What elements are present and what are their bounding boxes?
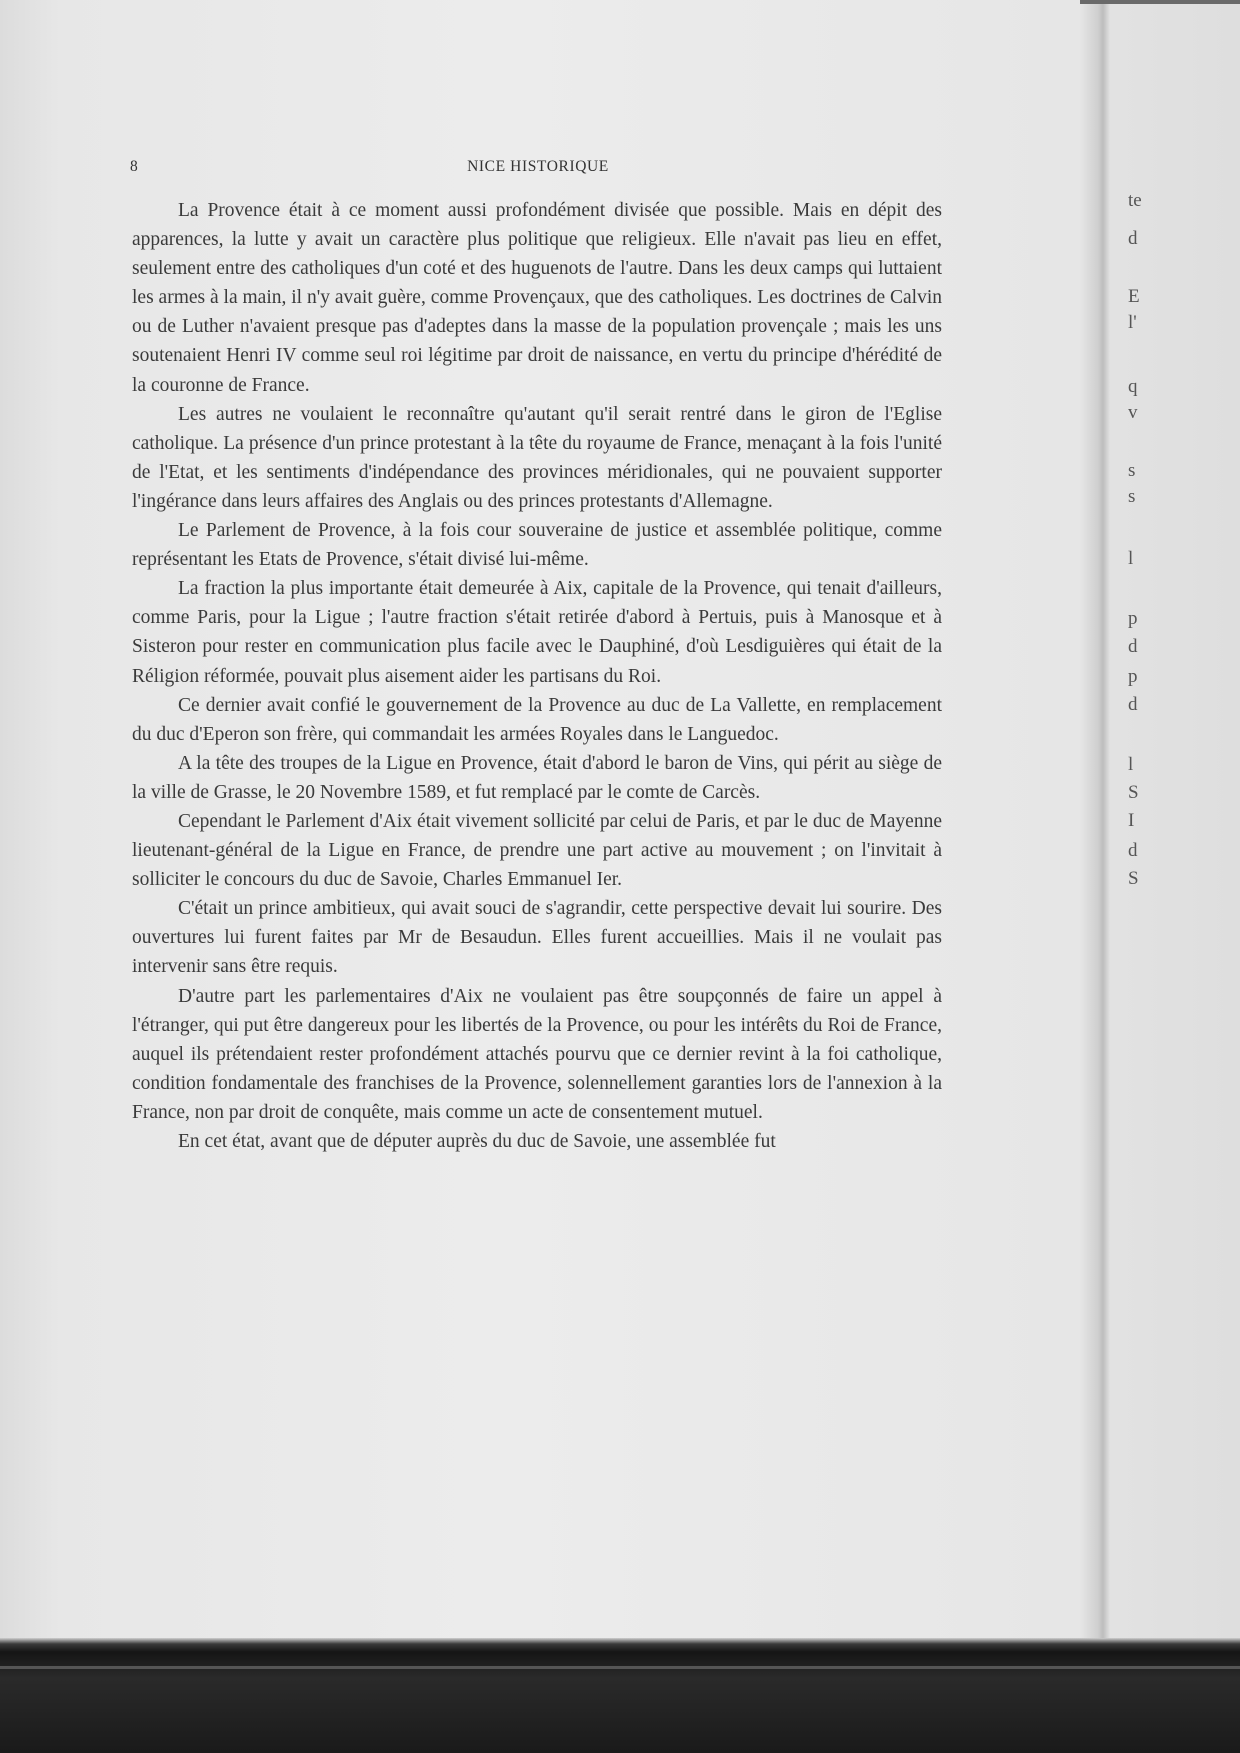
paragraph: La Provence était à ce moment aussi profondément divisée que possible. Mais en dépit des apparences, la lutte y avait un caractère plus politique que religieux. Elle n'avait pas lieu en effet, seulement entre des catholiques d'un coté et des huguenots de l'autre. Dans les deux camps qui luttaient les armes à la main, il n'y avait guère, comme Provençaux, que des catholiques. Les doctrines de Calvin ou de Luther n'avaient presque pas d'adeptes dans la masse de la population provençale ; mais les uns soutenaient Henri IV comme seul roi légitime par droit de naissance, en vertu du principe d'hérédité de la couronne de France.	[132, 200, 942, 396]
page-number: 8	[130, 158, 138, 175]
running-title: NICE HISTORIQUE	[467, 158, 609, 175]
facing-page-fragment: d	[1128, 694, 1138, 715]
scanner-bed-shadow	[0, 1638, 1240, 1753]
facing-page-fragment: I	[1128, 810, 1135, 831]
scanner-edge-line	[0, 1666, 1240, 1669]
facing-page-fragment: te	[1128, 190, 1142, 211]
paragraph: D'autre part les parlementaires d'Aix ne voulaient pas être soupçonnés de faire un appel à l'étranger, qui put être dangereux pour les libertés de la Provence, ou pour les intérêts du Roi de France, auquel ils prétendaient rester profondément attachés pourvu que ce dernier revint à la foi catholique, condition fondamentale des franchises de la Provence, solennellement garanties lors de l'annexion à la France, non par droit de conquête, mais comme un acte de consentement mutuel.	[132, 985, 942, 1123]
body-text	[132, 196, 942, 1156]
facing-page-fragment: v	[1128, 402, 1138, 423]
facing-page-fragment: S	[1128, 868, 1139, 889]
paragraph: La fraction la plus importante était demeurée à Aix, capitale de la Provence, qui tenait d'ailleurs, comme Paris, pour la Ligue ; l'autre fraction s'était retirée d'abord à Pertuis, puis à Manosque et à Sisteron pour rester en communication plus facile avec le Dauphiné, d'où Lesdiguières qui était de la Réligion réformée, pouvait plus aisement aider les partisans du Roi.	[132, 578, 942, 687]
top-edge-shadow	[1080, 0, 1240, 4]
paragraph: Le Parlement de Provence, à la fois cour souveraine de justice et assemblée politique, comme représentant les Etats de Provence, s'était divisé lui-même.	[132, 520, 942, 571]
facing-page-edge	[1112, 190, 1240, 1190]
facing-page-fragment: q	[1128, 376, 1138, 397]
paragraph: Ce dernier avait confié le gouvernement de la Provence au duc de La Vallette, en remplacement du duc d'Eperon son frère, qui commandait les armées Royales dans le Languedoc.	[132, 694, 942, 745]
facing-page-fragment: l	[1128, 754, 1134, 775]
paragraph: Cependant le Parlement d'Aix était vivement sollicité par celui de Paris, et par le duc de Mayenne lieutenant-général de la Ligue en France, de prendre une part active au mouvement ; on l'invitait à solliciter le concours du duc de Savoie, Charles Emmanuel Ier.	[132, 810, 942, 891]
facing-page-fragment: p	[1128, 608, 1138, 629]
paragraph: C'était un prince ambitieux, qui avait souci de s'agrandir, cette perspective devait lui sourire. Des ouvertures lui furent faites par Mr de Besaudun. Elles furent accueillies. Mais il ne voulait pas intervenir sans être requis.	[132, 898, 942, 978]
paragraph: A la tête des troupes de la Ligue en Provence, était d'abord le baron de Vins, qui périt au siège de la ville de Grasse, le 20 Novembre 1589, et fut remplacé par le comte de Carcès.	[132, 752, 942, 803]
paragraph: En cet état, avant que de députer auprès du duc de Savoie, une assemblée fut	[178, 1131, 776, 1152]
facing-page-fragment: d	[1128, 636, 1138, 657]
facing-page-fragment: s	[1128, 460, 1136, 481]
facing-page-fragment: d	[1128, 840, 1138, 861]
facing-page-fragment: l'	[1128, 312, 1137, 333]
facing-page-fragment: E	[1128, 286, 1140, 307]
facing-page-fragment: p	[1128, 666, 1138, 687]
facing-page-fragment: l	[1128, 548, 1134, 569]
paragraph: Les autres ne voulaient le reconnaître qu'autant qu'il serait rentré dans le giron de l'Eglise catholique. La présence d'un prince protestant à la tête du royaume de France, menaçant à la fois l'unité de l'Etat, et les sentiments d'indépendance des provinces méridionales, qui ne pouvaient supporter l'ingérance dans leurs affaires des Anglais ou des princes protestants d'Allemagne.	[132, 403, 942, 512]
facing-page-fragment: s	[1128, 486, 1136, 507]
facing-page-fragment: S	[1128, 782, 1139, 803]
facing-page-fragment: d	[1128, 228, 1138, 249]
